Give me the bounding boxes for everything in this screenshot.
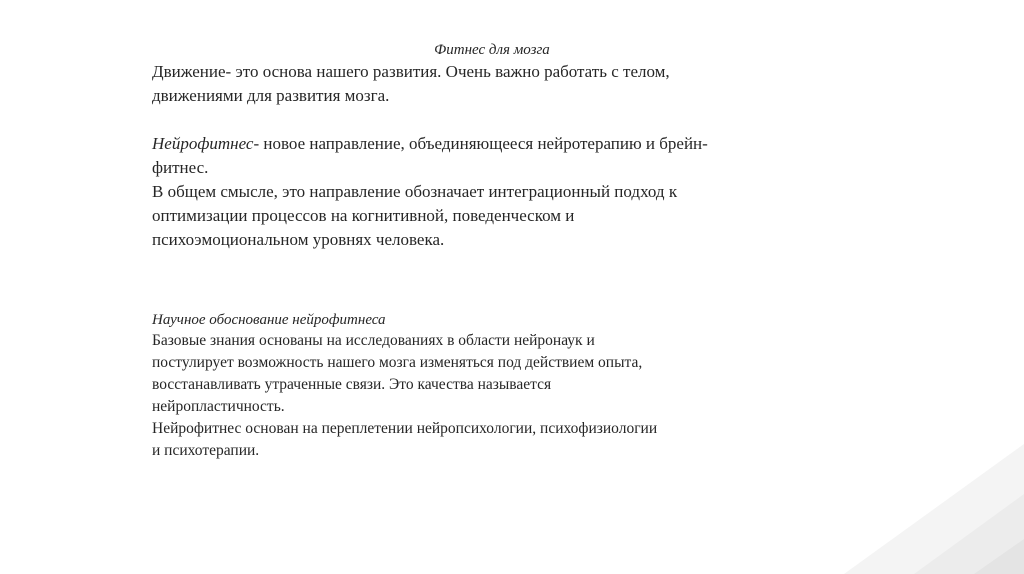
spacer: [152, 252, 872, 310]
science-heading: Научное обоснование нейрофитнеса: [152, 312, 386, 328]
neurofitness-line-3: В общем смысле, это направление обозначает интеграционный подход к: [152, 182, 678, 201]
document-title: Фитнес для мозга: [434, 42, 550, 58]
neurofitness-line-5: психоэмоциональном уровнях человека.: [152, 230, 445, 249]
neurofitness-definition-text: - новое направление, объединяющееся нейротерапию и брейн-: [253, 134, 708, 153]
science-line-1: Базовые знания основаны на исследованиях в области нейронаук и: [152, 332, 595, 349]
document-body: [152, 40, 872, 462]
science-line-2: постулирует возможность нашего мозга изменяться под действием опыта,: [152, 354, 643, 371]
neurofitness-definition-line-1: [152, 132, 872, 156]
science-line-3: восстанавливать утраченные связи. Это качества называется: [152, 376, 552, 393]
science-line-6: и психотерапии.: [152, 442, 260, 459]
spacer: [152, 108, 872, 132]
intro-line-2: движениями для развития мозга.: [152, 86, 390, 105]
neurofitness-line-4: оптимизации процессов на когнитивной, поведенческом и: [152, 206, 575, 225]
intro-line-1: Движение- это основа нашего развития. Очень важно работать с телом,: [152, 62, 670, 81]
science-line-5: Нейрофитнес основан на переплетении нейропсихологии, психофизиологии: [152, 420, 658, 437]
neurofitness-definition-line-2: фитнес.: [152, 158, 209, 177]
neurofitness-term: Нейрофитнес: [152, 134, 254, 153]
science-line-4: нейропластичность.: [152, 398, 285, 415]
